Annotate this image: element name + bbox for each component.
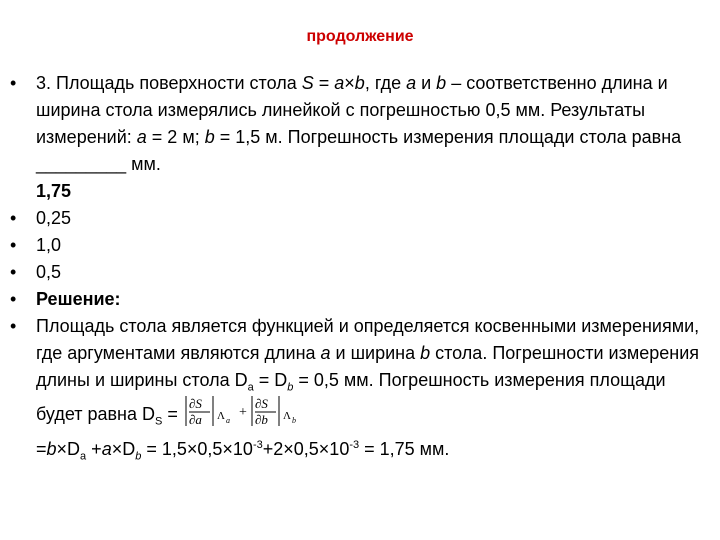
solution-item [10,313,700,463]
partial-derivative-formula [184,394,314,436]
formula-partial-s-2: ∂S [254,396,268,411]
formula-plus: + [238,405,247,420]
formula-sub-a: a [225,416,230,425]
slide-content [10,70,700,463]
bullet: • [10,289,17,309]
formula-partial-b: ∂b [254,412,268,427]
option-item [10,232,700,259]
bullet: • [10,235,17,255]
solution-text: Площадь стола является функцией и определяется косвенными измерениями, где аргументами являются длина a и ширина b стола. Погрешности измерения длины и ширины стола $D_a = D_b = 0,5$ мм. Погрешность измерения площади будет равна $D_S$ = [36,316,700,428]
formula-partial-s-1: ∂S [188,396,202,411]
correct-answer: 1,75 [36,181,72,201]
option-text: 0,5 [36,262,62,282]
bullet: • [10,73,17,93]
question-item [10,70,700,205]
solution-label: Решение: [36,289,121,309]
formula-partial-a: ∂a [188,412,202,427]
solution-label-item [10,286,700,313]
bullet: • [10,316,17,336]
option-item [10,205,700,232]
option-text: 1,0 [36,235,62,255]
option-item [10,259,700,286]
bullet: • [10,262,17,282]
question-text: 3. Площадь поверхности стола S = a×b, где a и b – соответственно длина и ширина стола измерялись линейкой с погрешностью 0,5 мм. Результаты измерений: a = 2 м; b = 1,5 м. Погрешность измерения площади стола равна _________ мм. [36,73,682,174]
formula-delta-a: Λ [216,410,225,422]
solution-result-line: $=b\times D_a +a\times D_b = 1,5\times 0,5\times 10^{-3}+2\times 0,5\times 10^{-3} = 1,75$ мм. [36,439,450,463]
slide-title: продолжение [306,28,414,45]
option-text: 0,25 [36,208,72,228]
bullet: • [10,208,17,228]
formula-sub-b: b [291,416,296,425]
formula-delta-b: Λ [282,410,291,422]
